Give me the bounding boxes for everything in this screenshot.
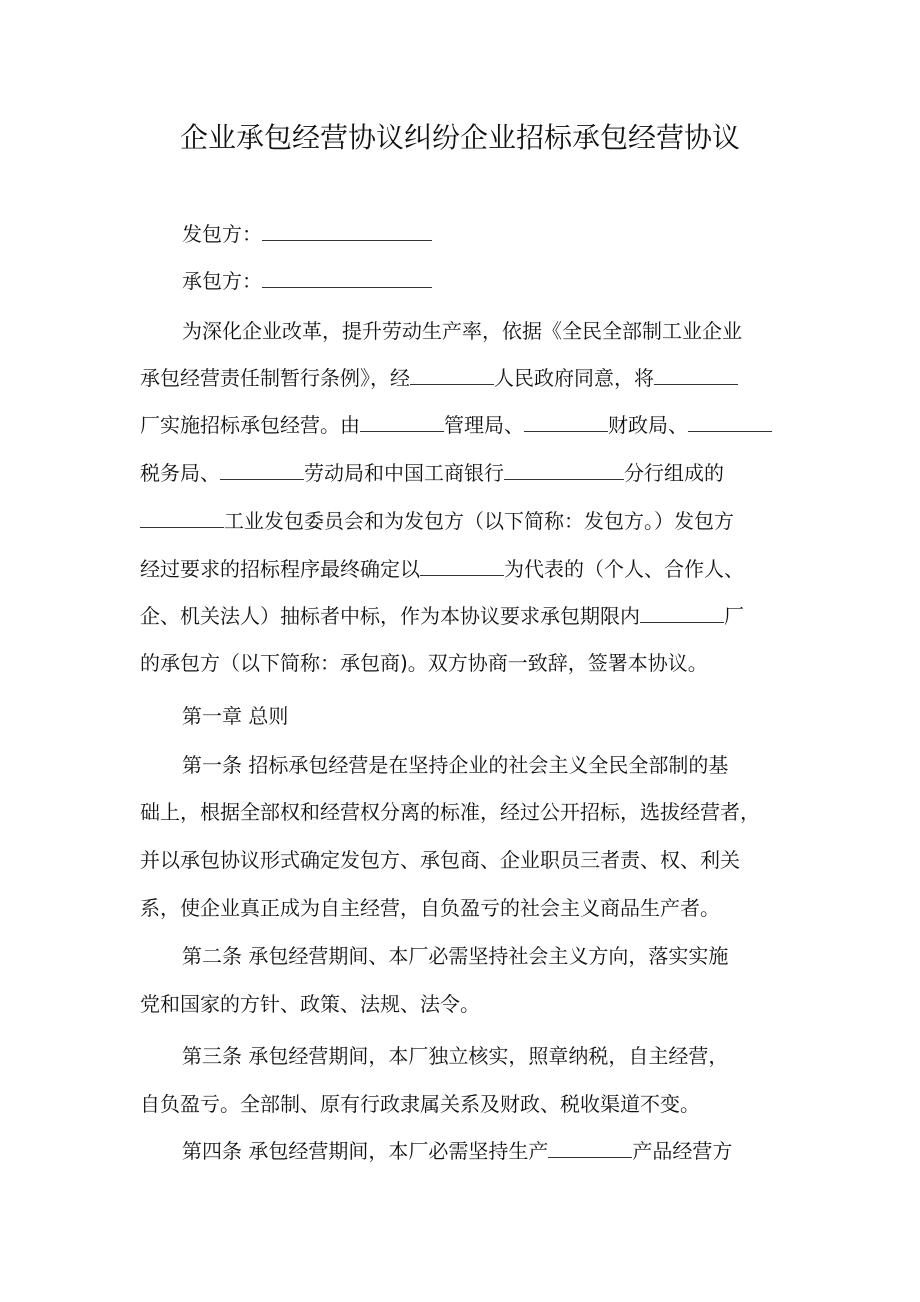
contractor-line [182, 266, 432, 296]
article-3-line-2: 自负盈亏。全部制、原有行政隶属关系及财政、税收渠道不变。 [140, 1092, 700, 1116]
labor-blank [220, 459, 304, 480]
preamble-line-8: 的承包方（以下简称：承包商)。双方协商一致辞，签署本协议。 [140, 651, 708, 675]
text-segment: 厂 [724, 604, 744, 628]
text-segment: 第四条 承包经营期间，本厂必需坚持生产 [182, 1139, 549, 1163]
document-title: 企业承包经营协议纠纷企业招标承包经营协议 [179, 121, 740, 154]
preamble-line-2 [140, 363, 738, 393]
issuer-blank [262, 220, 432, 241]
article-1-line-2: 础上，根据全部权和经营权分离的标准，经过公开招标，选拔经营者， [140, 800, 760, 824]
preamble-line-4 [140, 458, 724, 488]
text-segment: 厂实施招标承包经营。由 [140, 413, 360, 437]
preamble-line-3 [140, 410, 772, 440]
chapter-heading: 第一章 总则 [182, 704, 289, 728]
text-segment: 人民政府同意，将 [494, 366, 654, 390]
tax-blank [688, 411, 772, 432]
text-segment: 管理局、 [444, 413, 524, 437]
text-segment: 财政局、 [608, 413, 688, 437]
contractor-blank [262, 267, 432, 288]
government-blank [410, 364, 494, 385]
preamble-line-5 [140, 506, 734, 536]
text-segment: 工业发包委员会和为发包方（以下简称：发包方。）发包方 [224, 509, 734, 533]
preamble-line-1: 为深化企业改革，提升劳动生产率，依据《全民全部制工业企业 [182, 319, 742, 343]
article-4-line-1 [182, 1136, 732, 1166]
contractor-label: 承包方： [182, 269, 262, 293]
text-segment: 企、机关法人）抽标者中标，作为本协议要求承包期限内 [140, 604, 640, 628]
text-segment: 经过要求的招标程序最终确定以 [140, 557, 420, 581]
article-3-line-1: 第三条 承包经营期间，本厂独立核实，照章纳税，自主经营， [182, 1044, 729, 1068]
text-segment: 劳动局和中国工商银行 [304, 461, 504, 485]
text-segment: 产品经营方 [632, 1139, 733, 1163]
finance-blank [524, 411, 608, 432]
bureau-blank [360, 411, 444, 432]
issuer-label: 发包方： [182, 222, 262, 246]
term-factory-blank [640, 602, 724, 623]
factory-blank [654, 364, 738, 385]
text-segment: 承包经营责任制暂行条例》，经 [140, 366, 410, 390]
article-1-line-1: 第一条 招标承包经营是在坚持企业的社会主义全民全部制的基 [182, 753, 729, 777]
article-2-line-1: 第二条 承包经营期间、本厂必需坚持社会主义方向，落实实施 [182, 944, 729, 968]
article-1-line-3: 并以承包协议形式确定发包方、承包商、企业职员三者责、权、利关 [140, 848, 740, 872]
branch-blank [504, 459, 624, 480]
text-segment: 分行组成的 [624, 461, 724, 485]
issuer-line [182, 219, 432, 249]
text-segment: 为代表的（个人、合作人、 [504, 557, 744, 581]
industry-blank [140, 507, 224, 528]
representative-blank [420, 555, 504, 576]
preamble-line-7 [140, 601, 744, 631]
product-blank [548, 1137, 632, 1158]
preamble-line-6 [140, 554, 744, 584]
article-2-line-2: 党和国家的方针、政策、法规、法令。 [140, 992, 480, 1016]
article-1-line-4: 系，使企业真正成为自主经营，自负盈亏的社会主义商品生产者。 [140, 896, 720, 920]
text-segment: 税务局、 [140, 461, 220, 485]
